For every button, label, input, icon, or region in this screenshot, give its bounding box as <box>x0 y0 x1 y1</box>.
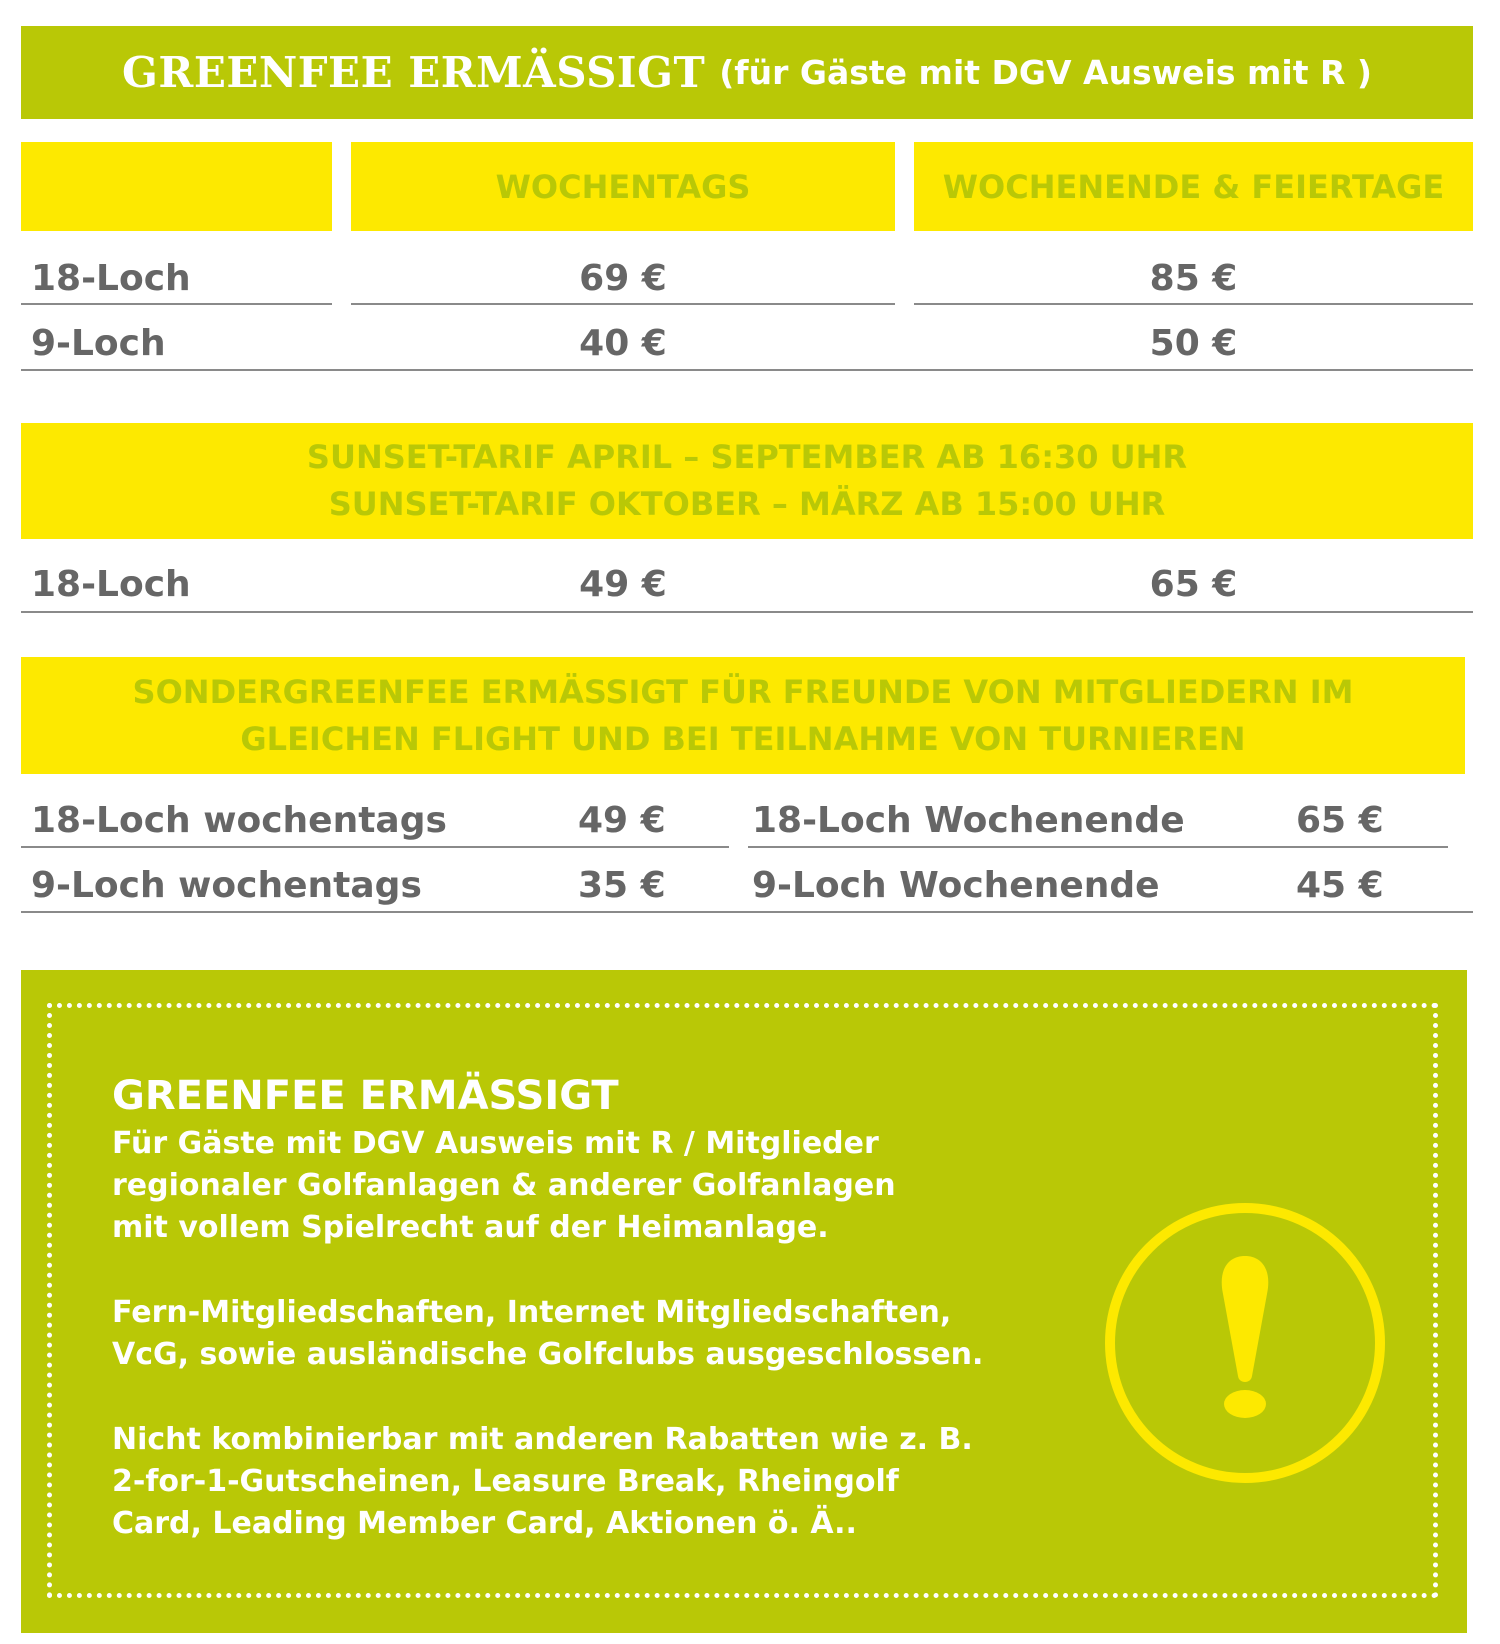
price-weekend: 85 € <box>1149 258 1238 299</box>
row-divider <box>21 303 332 305</box>
sunset-band <box>21 423 1473 539</box>
special-left-price: 35 € <box>578 865 666 906</box>
price-weekend: 50 € <box>1149 323 1238 364</box>
row-divider <box>21 911 1473 913</box>
special-left-label: 9-Loch wochentags <box>31 865 422 906</box>
price-weekday: 40 € <box>579 323 667 364</box>
special-right-label: 9-Loch Wochenende <box>752 865 1160 906</box>
price-weekday: 49 € <box>579 564 667 605</box>
price-weekend: 65 € <box>1149 564 1238 605</box>
price-weekday: 69 € <box>579 258 667 299</box>
special-left-price: 49 € <box>578 800 666 841</box>
row-label: 9-Loch <box>31 323 166 364</box>
info-title: GREENFEE ERMÄSSIGT <box>112 1073 619 1119</box>
special-right-price: 45 € <box>1296 865 1384 906</box>
info-paragraph-1: Für Gäste mit DGV Ausweis mit R / Mitglieder regionaler Golfanlagen & anderer Golfanlagen mit vollem Spielrecht auf der Heimanlage. <box>112 1126 896 1245</box>
row-divider <box>914 303 1473 305</box>
row-divider <box>21 369 1473 371</box>
row-label: 18-Loch <box>31 258 191 299</box>
special-band <box>21 657 1465 774</box>
header-weekday-label: WOCHENTAGS <box>495 167 751 206</box>
special-left-label: 18-Loch wochentags <box>31 800 447 841</box>
row-divider <box>21 846 729 848</box>
special-line-1: SONDERGREENFEE ERMÄSSIGT FÜR FREUNDE VON MITGLIEDERN IM <box>132 672 1354 711</box>
special-line-2: GLEICHEN FLIGHT UND BEI TEILNAHME VON TURNIEREN <box>240 719 1246 758</box>
row-divider <box>748 846 1448 848</box>
header-weekend-label: WOCHENENDE & FEIERTAGE <box>942 167 1445 206</box>
row-divider <box>21 611 1473 613</box>
info-paragraph-3: Nicht kombinierbar mit anderen Rabatten wie z. B. 2-for-1-Gutscheinen, Leasure Break, Rheingolf Card, Leading Member Card, Aktionen ö. Ä.. <box>112 1422 973 1541</box>
row-label: 18-Loch <box>31 564 191 605</box>
page-title: GREENFEE ERMÄSSIGT <box>122 48 706 97</box>
row-divider <box>351 303 895 305</box>
exclamation-circle-icon <box>1100 1198 1390 1488</box>
header-cell-weekday <box>351 142 895 231</box>
special-right-label: 18-Loch Wochenende <box>752 800 1185 841</box>
title-bar <box>21 26 1473 119</box>
sunset-line-1: SUNSET-TARIF APRIL – SEPTEMBER AB 16:30 UHR <box>306 438 1188 476</box>
special-right-price: 65 € <box>1296 800 1384 841</box>
sunset-line-2: SUNSET-TARIF OKTOBER – MÄRZ AB 15:00 UHR <box>328 485 1166 523</box>
header-cell-weekend <box>914 142 1473 231</box>
info-paragraph-2: Fern-Mitgliedschaften, Internet Mitgliedschaften, VcG, sowie ausländische Golfclubs ausgeschlossen. <box>112 1295 984 1372</box>
header-cell-empty <box>21 142 332 231</box>
page-subtitle: (für Gäste mit DGV Ausweis mit R ) <box>719 53 1372 92</box>
